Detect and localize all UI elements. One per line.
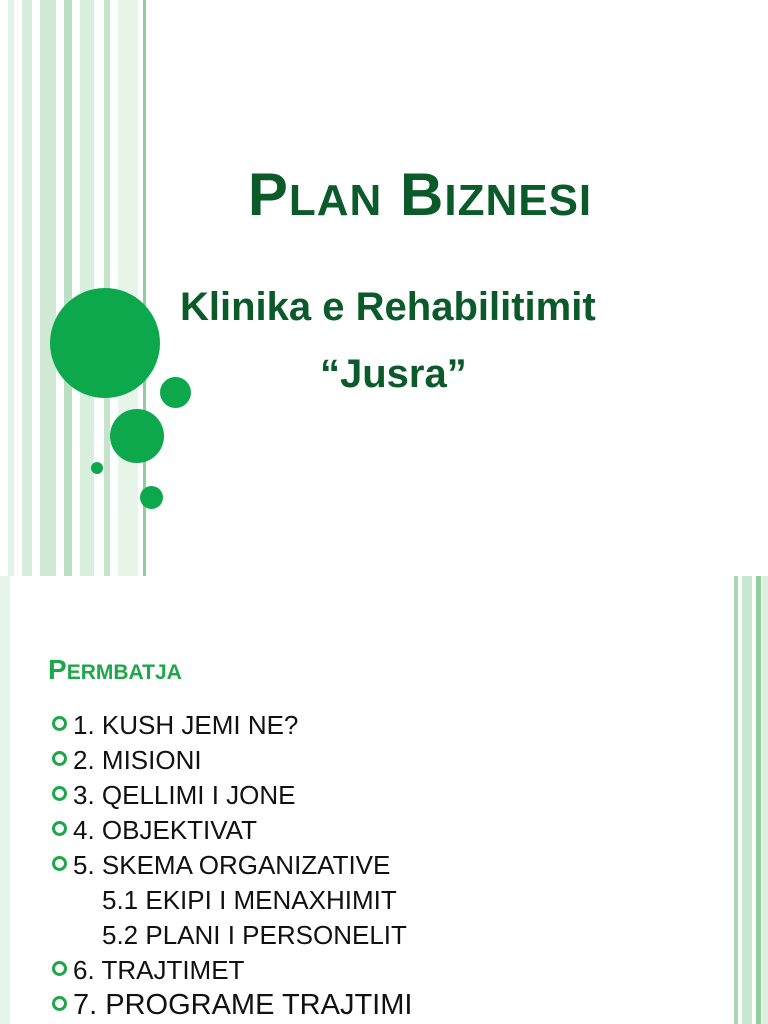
decor-circle-small: [160, 377, 191, 408]
decor-circle-tiny: [91, 462, 103, 474]
decor-circle-small: [140, 486, 163, 509]
circle-bullet-icon: [52, 856, 67, 871]
circle-bullet-icon: [52, 961, 67, 976]
contents-list: [52, 708, 412, 1023]
decor-stripe: [40, 0, 56, 576]
clinic-name: “Jusra”: [320, 352, 467, 396]
list-item: 2. MISIONI: [52, 743, 412, 778]
decor-stripe: [22, 0, 32, 576]
circle-bullet-icon: [52, 716, 67, 731]
decor-stripe: [8, 0, 14, 576]
decor-stripe: [742, 576, 752, 1024]
circle-bullet-icon: [52, 786, 67, 801]
list-item: 7. PROGRAME TRAJTIMI: [52, 988, 412, 1023]
circle-bullet-icon: [52, 996, 67, 1011]
circle-bullet-icon: [52, 751, 67, 766]
circle-bullet-icon: [52, 821, 67, 836]
decor-circle-large: [50, 288, 160, 398]
contents-slide: [0, 576, 768, 1024]
list-item: 6. TRAJTIMET: [52, 953, 412, 988]
decor-stripe: [734, 576, 738, 1024]
decor-stripe: [118, 0, 138, 576]
decor-stripe: [762, 576, 768, 1024]
list-subitem: 5.2 PLANI I PERSONELIT: [102, 920, 407, 950]
decor-stripe: [80, 0, 94, 576]
list-subitem: 5.1 EKIPI I MENAXHIMIT: [102, 885, 397, 915]
list-item: 3. QELLIMI I JONE: [52, 778, 412, 813]
decor-circle-medium: [110, 409, 164, 463]
list-item: 4. OBJEKTIVAT: [52, 813, 412, 848]
contents-heading: PERMBATJA: [48, 654, 182, 685]
decor-stripe: [756, 576, 761, 1024]
list-item: 1. KUSH JEMI NE?: [52, 708, 412, 743]
slide-subtitle: Klinika e Rehabilitimit: [180, 285, 596, 329]
decor-stripe: [0, 576, 10, 1024]
decor-stripe: [64, 0, 72, 576]
list-item: 5. SKEMA ORGANIZATIVE: [52, 848, 412, 883]
slide-title: PLAN BIZNESI: [247, 161, 593, 228]
